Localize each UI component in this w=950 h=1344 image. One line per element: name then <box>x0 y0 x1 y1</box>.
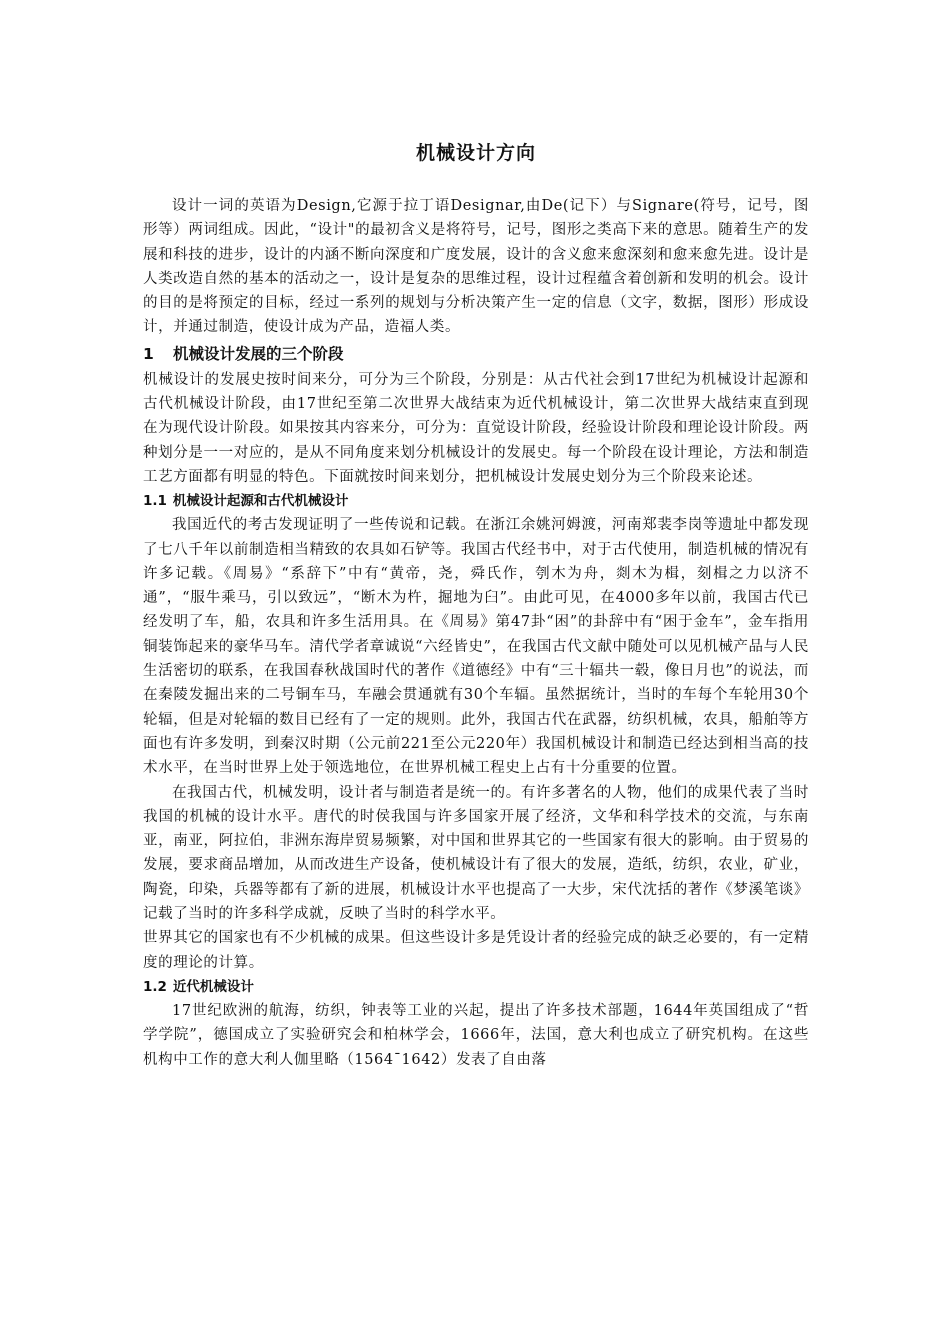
section-1-heading-text: 机械设计发展的三个阶段 <box>173 344 344 363</box>
section-1-1-heading <box>143 489 809 513</box>
document-title: 机械设计方向 <box>415 142 536 164</box>
section-1-heading <box>143 341 809 367</box>
section-1-number: 1 <box>143 344 154 363</box>
section-1-paragraph: 机械设计的发展史按时间来分，可分为三个阶段，分别是：从古代社会到17世纪为机械设计起源和古代机械设计阶段，由17世纪至第二次世界大战结束为近代机械设计，第二次世界大战结束直到现在为现代设计阶段。如果按其内容来分，可分为：直觉设计阶段，经验设计阶段和理论设计阶段。两种划分是一一对应的，是从不同角度来划分机械设计的发展史。每一个阶段在设计理论，方法和制造工艺方面都有明显的特色。下面就按时间来划分，把机械设计发展史划分为三个阶段来论述。 <box>143 371 809 485</box>
section-1-1-paragraph-1: 我国近代的考古发现证明了一些传说和记载。在浙江余姚河姆渡，河南郑裴李岗等遗址中都发现了七八千年以前制造相当精致的农具如石铲等。我国古代经书中，对于古代使用，制造机械的情况有许多记载。《周易》“系辞下”中有“黄帝，尧，舜氏作，刳木为舟，剡木为楫，刻楫之力以济不通”，“服牛乘马，引以致远”，“断木为杵，掘地为臼”。由此可见，在4000多年以前，我国古代已经发明了车，船，农具和许多生活用具。在《周易》第47卦“困”的卦辞中有“困于金车”，金车指用铜装饰起来的豪华马车。清代学者章诚说“六经皆史”，在我国古代文献中随处可以见机械产品与人民生活密切的联系，在我国春秋战国时代的著作《道德经》中有“三十辐共一毂，像日月也”的说法，而在秦陵发掘出来的二号铜车马，车融会贯通就有30个车辐。虽然据统计，当时的车每个车轮用30个轮辐，但是对轮辐的数目已经有了一定的规则。此外，我国古代在武器，纺织机械，农具，船舶等方面也有许多发明，到秦汉时期（公元前221至公元220年）我国机械设计和制造已经达到相当高的技术水平，在当时世界上处于领选地位，在世界机械工程史上占有十分重要的位置。 <box>143 517 809 777</box>
section-1-2-heading <box>143 975 809 999</box>
section-1-2-heading-text: 近代机械设计 <box>172 978 254 995</box>
intro-paragraph: 设计一词的英语为Design,它源于拉丁语Designar,由De(记下）与Signare(符号，记号，图形等）两词组成。因此，“设计"的最初含义是将符号，记号，图形之类高下来的意思。随着生产的发展和科技的进步，设计的内涵不断向深度和广度发展，设计的含义愈来愈深刻和愈来愈先进。设计是人类改造自然的基本的活动之一，设计是复杂的思维过程，设计过程蕴含着创新和发明的机会。设计的目的是将预定的目标，经过一系列的规划与分析决策产生一定的信息（文字，数据，图形）形成设计，并通过制造，使设计成为产品，造福人类。 <box>143 198 809 336</box>
document-body <box>143 140 809 1072</box>
section-1-2-number: 1.2 <box>143 978 167 995</box>
section-1-2-paragraph-1: 17世纪欧洲的航海，纺织，钟表等工业的兴起，提出了许多技术部题，1644年英国组成了“哲学学院”，德国成立了实验研究会和柏林学会，1666年，法国，意大利也成立了研究机构。在这些机构中工作的意大利人伽里略（1564¯1642）发表了自由落 <box>143 1002 809 1068</box>
section-1-1-paragraph-3: 世界其它的国家也有不少机械的成果。但这些设计多是凭设计者的经验完成的缺乏必要的，有一定精度的理论的计算。 <box>143 930 809 971</box>
section-1-1-number: 1.1 <box>143 493 167 510</box>
section-1-1-heading-text: 机械设计起源和古代机械设计 <box>172 493 349 510</box>
section-1-1-paragraph-2: 在我国古代，机械发明，设计者与制造者是统一的。有许多著名的人物，他们的成果代表了当时我国的机械的设计水平。唐代的时侯我国与许多国家开展了经济，文华和科学技术的交流，与东南亚，南亚，阿拉伯，非洲东海岸贸易频繁，对中国和世界其它的一些国家有很大的影响。由于贸易的发展，要求商品增加，从而改进生产设备，使机械设计有了很大的发展，造纸，纺织，农业，矿业，陶瓷，印染，兵器等都有了新的进展，机械设计水平也提高了一大步，宋代沈括的著作《梦溪笔谈》记载了当时的许多科学成就，反映了当时的科学水平。 <box>143 784 809 923</box>
